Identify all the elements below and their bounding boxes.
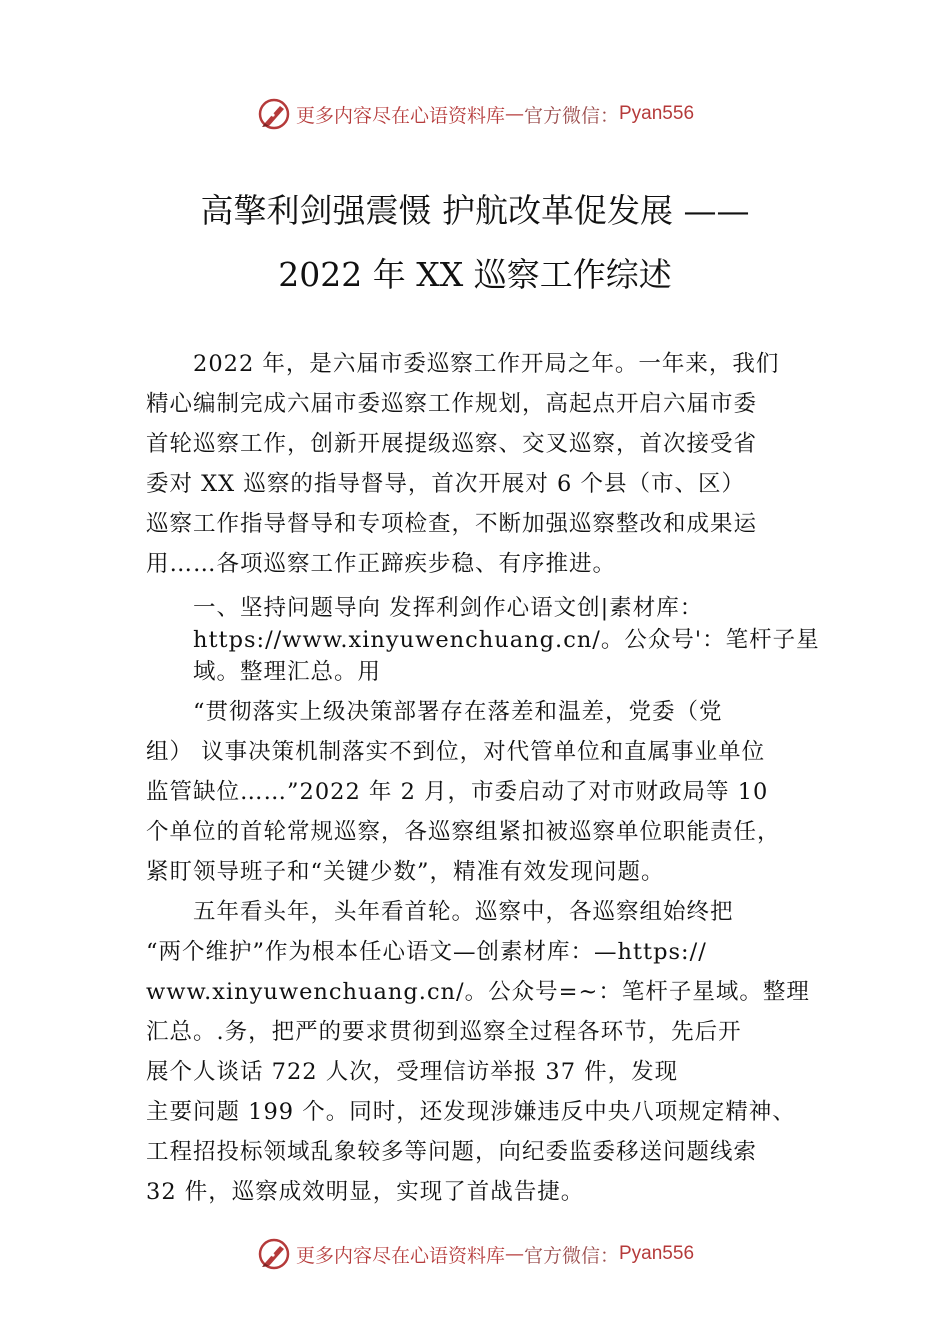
banner-text: 更多内容尽在心语资料库 <box>295 104 505 127</box>
text-line: 2022 年，是六届市委巡察工作开局之年。一年来，我们 <box>146 351 780 377</box>
banner-wechat-label: 官方微信： <box>523 104 619 127</box>
text-line: www.xinyuwenchuang.cn/。公众号=~：笔杆子星域。整理 <box>146 979 810 1005</box>
banner-text: 更多内容尽在心语资料库 <box>295 1244 505 1267</box>
text-line: 首轮巡察工作，创新开展提级巡察、交叉巡察，首次接受省 <box>146 431 758 457</box>
banner-handle: Pyan556 <box>619 103 695 124</box>
document-title-line-1: 高擎利剑强震慑 护航改革促发展 —— <box>200 191 750 230</box>
text-line: 用……各项巡察工作正蹄疾步稳、有序推进。 <box>146 551 617 577</box>
banner-dash: — <box>504 1243 524 1265</box>
text-line: 巡察工作指导督导和专项检查，不断加强巡察整改和成果运 <box>146 511 758 537</box>
text-line: 委对 XX 巡察的指导督导，首次开展对 6 个县（市、区） <box>146 471 745 497</box>
text-line: “贯彻落实上级决策部署存在落差和温差，党委（党 <box>146 699 723 725</box>
text-line: 紧盯领导班子和“关键少数”，精准有效发现问题。 <box>146 859 665 885</box>
text-line: “两个维护”作为根本任心语文—创素材库：—https:// <box>146 939 707 965</box>
banner-wechat-label: 官方微信： <box>523 1244 619 1267</box>
text-line: 精心编制完成六届市委巡察工作规划，高起点开启六届市委 <box>146 391 758 417</box>
text-line: https://www.xinyuwenchuang.cn/。公众号'：笔杆子星 <box>146 627 820 653</box>
text-line: 五年看头年，头年看首轮。巡察中，各巡察组始终把 <box>146 899 734 925</box>
paragraph-quote <box>146 692 806 892</box>
banner-dash: — <box>504 103 524 125</box>
header-banner <box>0 96 950 132</box>
paragraph-results <box>146 892 810 1212</box>
text-line: 组） 议事决策机制落实不到位，对代管单位和直属事业单位 <box>146 739 766 765</box>
paragraph-intro <box>146 344 806 584</box>
text-line: 工程招投标领域乱象较多等问题，向纪委监委移送问题线索 <box>146 1139 758 1165</box>
text-line: 一、坚持问题导向 发挥利剑作心语文创|素材库： <box>146 595 704 621</box>
banner-handle: Pyan556 <box>619 1243 695 1264</box>
text-line: 32 件，巡察成效明显，实现了首战告捷。 <box>146 1179 585 1205</box>
text-line: 监管缺位……”2022 年 2 月，市委启动了对市财政局等 10 <box>146 779 769 805</box>
text-line: 汇总。.务，把严的要求贯彻到巡察全过程各环节，先后开 <box>146 1019 742 1045</box>
document-title-line-2: 2022 年 XX 巡察工作综述 <box>278 255 672 294</box>
text-line: 主要问题 199 个。同时，还发现涉嫌违反中央八项规定精神、 <box>146 1099 796 1125</box>
pen-logo-icon <box>256 96 292 132</box>
footer-banner <box>0 1236 950 1272</box>
text-line: 展个人谈话 722 人次，受理信访举报 37 件，发现 <box>146 1059 679 1085</box>
text-line: 域。整理汇总。用 <box>146 659 382 685</box>
pen-logo-icon <box>256 1236 292 1272</box>
text-line: 个单位的首轮常规巡察，各巡察组紧扣被巡察单位职能责任， <box>146 819 781 845</box>
section-heading <box>146 592 820 688</box>
